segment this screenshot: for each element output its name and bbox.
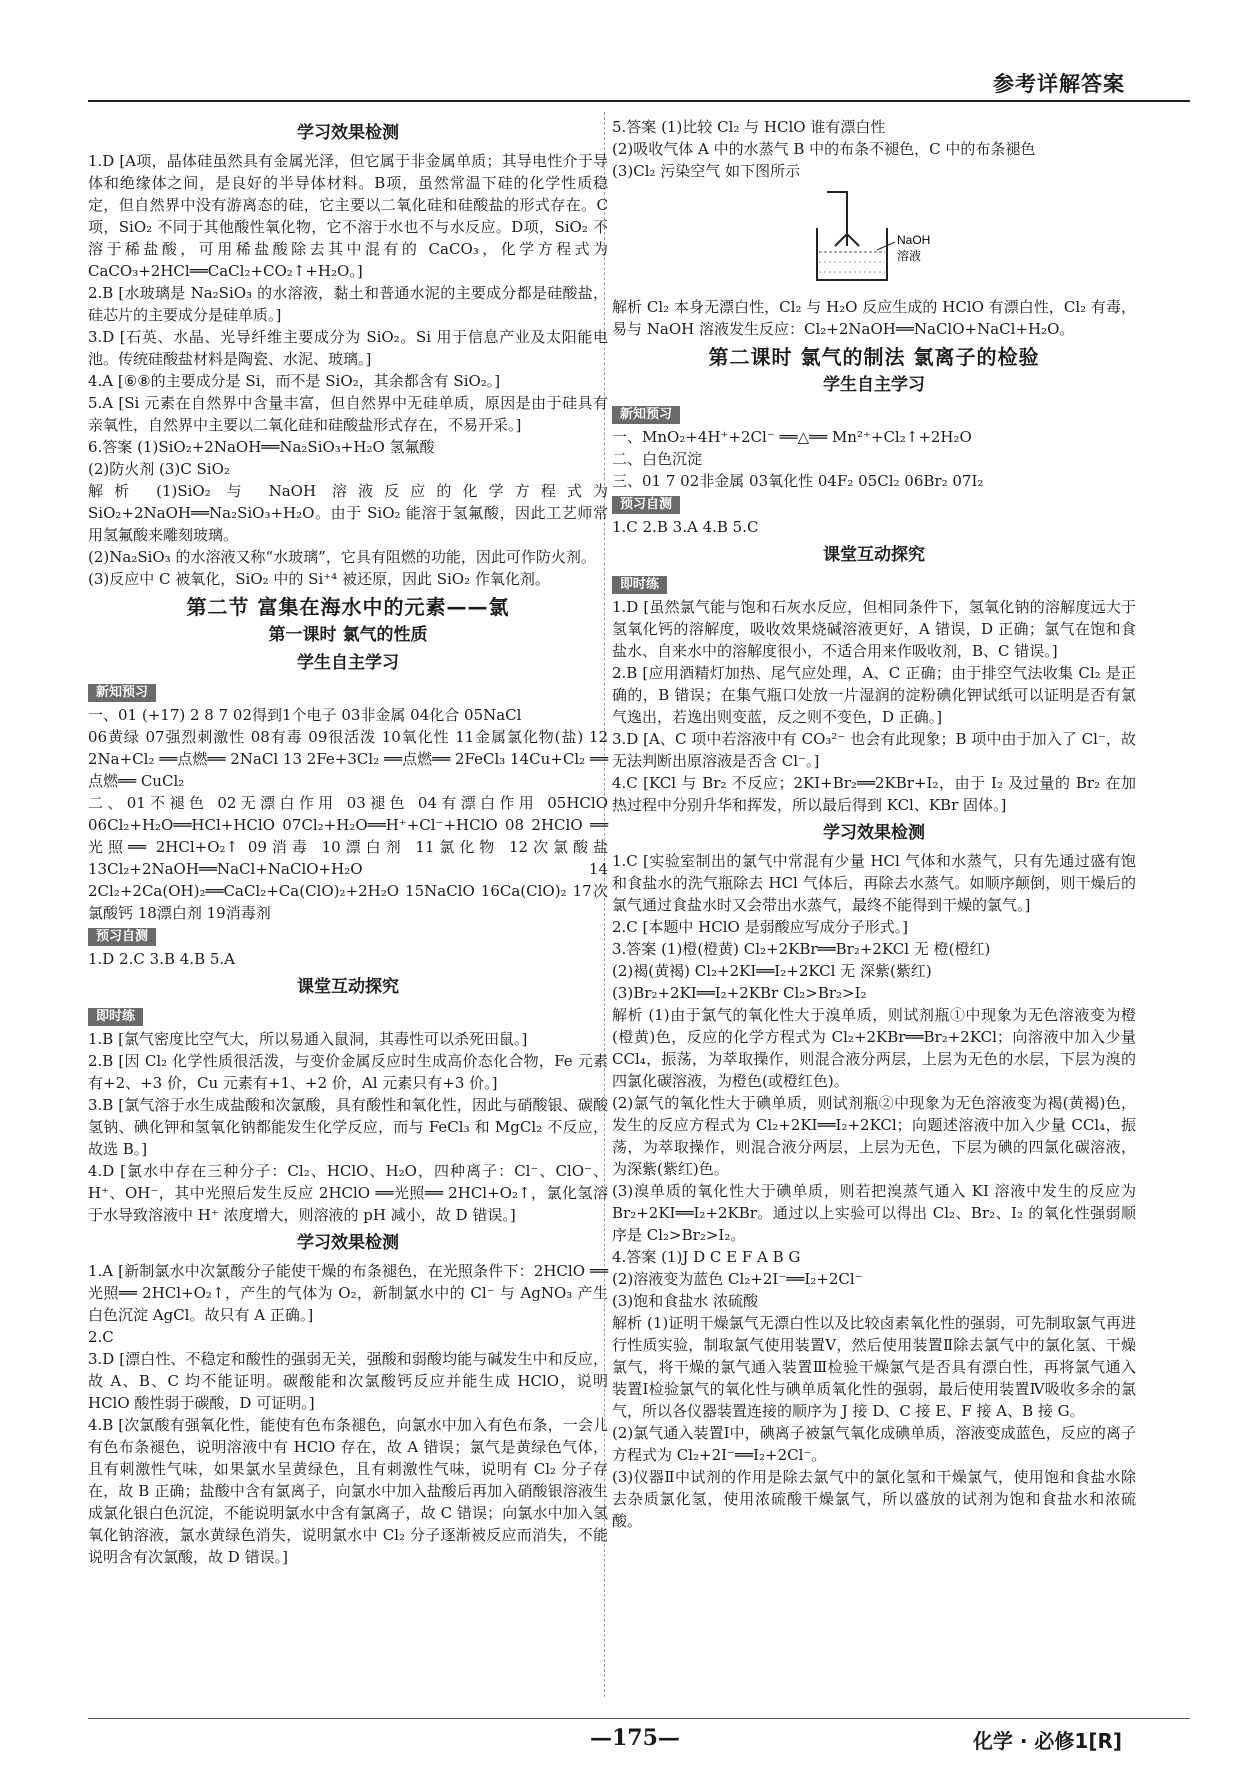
preview-line: 二、白色沉淀 — [612, 450, 703, 468]
answer-item: 3.答案 (1)橙(橙黄) Cl₂+2KBr══Br₂+2KCl 无 橙(橙红) — [612, 940, 991, 958]
analysis-text: 解析 Cl₂ 本身无漂白性，Cl₂ 与 H₂O 反应生成的 HClO 有漂白性，Cl₂ 有毒，易与 NaOH 溶液发生反应：Cl₂+2NaOH══NaClO+NaCl+H₂O。 — [612, 298, 1136, 338]
analysis-text: 解析 (1)由于氯气的氧化性大于溴单质，则试剂瓶①中现象为无色溶液变为橙(橙黄)色，反应的化学方程式为 Cl₂+2KBr══Br₂+2KCl；向溶液中加入少量 CCl₄，振荡，为萃取操作，则混合液分两层，上层为无色的水层，下层为溴的四氯化碳溶液，为橙色(或橙红色)。 — [612, 1006, 1136, 1090]
answer-item: 4.D [氯水中存在三种分子：Cl₂、HClO、H₂O，四种离子：Cl⁻、ClO⁻、H⁺、OH⁻，其中光照后发生反应 2HClO ══光照══ 2HCl+O₂↑，氯化氢溶于水导致溶液中 H⁺ 浓度增大，则溶液的 pH 减小，故 D 错误。] — [88, 1162, 608, 1224]
lesson-title: 第二课时 氯气的制法 氯离子的检验 — [708, 345, 1040, 369]
footer-rule — [88, 1718, 1190, 1719]
tag-label: 即时练 — [88, 1008, 143, 1026]
answer-item: 6.答案 (1)SiO₂+2NaOH══Na₂SiO₃+H₂O 氢氟酸 — [88, 438, 435, 456]
analysis-text: 解析 (1)SiO₂ 与 NaOH 溶液反应的化学方程式为 SiO₂+2NaOH══Na₂SiO₃+H₂O。由于 SiO₂ 能溶于氢氟酸，因此工艺师常用氢氟酸来雕刻玻璃。 — [88, 482, 608, 544]
header-title: 参考详解答案 — [993, 72, 1125, 96]
answer-item: 5.答案 (1)比较 Cl₂ 与 HClO 谁有漂白性 — [612, 118, 886, 136]
subsection-heading: 学生自主学习 — [297, 653, 399, 673]
answer-item: 2.C — [88, 1328, 114, 1346]
answer-item: (2)防火剂 (3)C SiO₂ — [88, 460, 230, 478]
answer-item: 3.D [漂白性、不稳定和酸性的强弱无关，强酸和弱酸均能与碱发生中和反应，故 A、B、C 均不能证明。碳酸能和次氯酸钙反应并能生成 HClO，说明 HClO 酸性弱于碳酸，D 可证明。] — [88, 1350, 608, 1412]
preview-line: 一、01 (+17) 2 8 7 02得到1个电子 03非金属 04化合 05NaCl — [88, 706, 522, 724]
analysis-text: (3)仪器Ⅱ中试剂的作用是除去氯气中的氯化氢和干燥氯气，使用饱和食盐水除去杂质氯化氢，使用浓硫酸干燥氯气，所以盛放的试剂为饱和食盐水和浓硫酸。 — [612, 1468, 1136, 1530]
answer-item: (2)溶液变为蓝色 Cl₂+2I⁻══I₂+2Cl⁻ — [612, 1270, 863, 1288]
answer-item: 1.D [A项，晶体硅虽然具有金属光泽，但它属于非金属单质；其导电性介于导体和绝缘体之间，是良好的半导体材料。B项，虽然常温下硅的化学性质稳定，但自然界中没有游离态的硅，它主要以二氧化硅和硅酸盐的形式存在。C项，SiO₂ 不同于其他酸性氧化物，它不溶于水也不与水反应。D项，SiO₂ 不溶于稀盐酸，可用稀盐酸除去其中混有的 CaCO₃，化学方程式为 CaCO₃+2HCl══CaCl₂+CO₂↑+H₂O。] — [88, 152, 608, 280]
answer-item: (2)吸收气体 A 中的水蒸气 B 中的布条不褪色，C 中的布条褪色 — [612, 140, 1036, 158]
analysis-text: (2)氯气的氧化性大于碘单质，则试剂瓶②中现象为无色溶液变为褐(黄褐)色，发生的反应方程式为 Cl₂+2KI══I₂+2KCl；向题述溶液中加入少量 CCl₄，振荡，为萃取操作，则混合液分两层，上层为无色，下层为碘的四氯化碳溶液，为深紫(紫红)色。 — [612, 1094, 1136, 1178]
analysis-text: (3)溴单质的氧化性大于碘单质，则若把溴蒸气通入 KI 溶液中发生的反应为 Br₂+2KI══I₂+2KBr。通过以上实验可以得出 Cl₂、Br₂、I₂ 的氧化性强弱顺序是 Cl₂>Br₂>I₂。 — [612, 1182, 1136, 1244]
subsection-heading: 学生自主学习 — [823, 375, 925, 395]
answer-item: 2.B [应用酒精灯加热、尾气应处理，A、C 正确；由于排空气法收集 Cl₂ 是正确的，B 错误；在集气瓶口处放一片湿润的淀粉碘化钾试纸可以证明是否有氯气逸出，若逸出则变蓝，反之则不变色，D 正确。] — [612, 664, 1136, 726]
tag-label: 新知预习 — [612, 406, 680, 424]
answer-item: 4.C [KCl 与 Br₂ 不反应；2KI+Br₂══2KBr+I₂，由于 I₂ 及过量的 Br₂ 在加热过程中分别升华和挥发，所以最后得到 KCl、KBr 固体。] — [612, 774, 1136, 814]
preview-line: 06黄绿 07强烈刺激性 08有毒 09很活泼 10氧化性 11金属氯化物(盐) 12 2Na+Cl₂ ══点燃══ 2NaCl 13 2Fe+3Cl₂ ══点燃══ 2FeCl₃ 14Cu+Cl₂ ══点燃══ CuCl₂ — [88, 728, 608, 790]
chapter-section-title: 第二节 富集在海水中的元素——氯 — [186, 595, 510, 619]
beaker — [817, 228, 887, 280]
answer-item: 2.B [水玻璃是 Na₂SiO₃ 的水溶液，黏土和普通水泥的主要成分都是硅酸盐，硅芯片的主要成分是硅单质。] — [88, 284, 608, 324]
analysis-text: 解析 (1)证明干燥氯气无漂白性以及比较卤素氧化性的强弱，可先制取氯气再进行性质实验，制取氯气使用装置Ⅴ，然后使用装置Ⅱ除去氯气中的氯化氢、干燥氯气，将干燥的氯气通入装置Ⅲ检验干燥氯气是否具有漂白性，再将氯气通入装置Ⅰ检验氯气的氧化性与碘单质氧化性的强弱，最后使用装置Ⅳ吸收多余的氯气，所以各仪器装置连接的顺序为 J 接 D、C 接 E、F 接 A、B 接 G。 — [612, 1314, 1136, 1420]
tag-label: 即时练 — [612, 576, 667, 594]
preview-line: 一、MnO₂+4H⁺+2Cl⁻ ══△══ Mn²⁺+Cl₂↑+2H₂O — [612, 428, 972, 446]
answer-item: (3)饱和食盐水 浓硫酸 — [612, 1292, 759, 1310]
answer-item: 4.A [⑥⑧的主要成分是 Si，而不是 SiO₂，其余都含有 SiO₂。] — [88, 372, 501, 390]
answer-item: 4.B [次氯酸有强氧化性，能使有色布条褪色，向氯水中加入有色布条，一会儿有色布条褪色，说明溶液中有 HClO 存在，故 A 错误；氯气是黄绿色气体，且有刺激性气味，如果氯水呈黄绿色，且有刺激性气味，说明有 Cl₂ 分子存在，故 B 正确；盐酸中含有氯离子，向氯水中加入盐酸后再加入硝酸银溶液生成氯化银白色沉淀，不能说明氯水中含有氯离子，故 C 错误；向氯水中加入氢氧化钠溶液，氯水黄绿色消失，说明氯水中 Cl₂ 分子逐渐被反应而消失，不能说明含有次氯酸，故 D 错误。] — [88, 1416, 608, 1566]
answer-item: 1.C [实验室制出的氯气中常混有少量 HCl 气体和水蒸气，只有先通过盛有饱和食盐水的洗气瓶除去 HCl 气体后，再除去水蒸气。如顺序颠倒，则干燥后的氯气通过食盐水时又会带出水蒸气，最终不能得到干燥的氯气。] — [612, 852, 1136, 914]
header-rule — [88, 100, 1190, 102]
subsection-heading: 课堂互动探究 — [823, 545, 925, 565]
answer-item: (3)Cl₂ 污染空气 如下图所示 — [612, 162, 801, 180]
answer-item: 4.答案 (1)J D C E F A B G — [612, 1248, 801, 1266]
answer-item: 2.B [因 Cl₂ 化学性质很活泼，与变价金属反应时生成高价态化合物，Fe 元素有+2、+3 价，Cu 元素有+1、+2 价，Al 元素只有+3 价。] — [88, 1052, 608, 1092]
tag-label: 预习自测 — [88, 928, 156, 946]
preview-line: 二、01不褪色 02无漂白作用 03褪色 04有漂白作用 05HClO 06Cl₂+H₂O══HCl+HClO 07Cl₂+H₂O══H⁺+Cl⁻+HClO 08 2HClO ══光照══ 2HCl+O₂↑ 09消毒 10漂白剂 11氯化物 12次氯酸盐 13Cl₂+2NaOH══NaCl+NaClO+H₂O 14 2Cl₂+2Ca(OH)₂══CaCl₂+Ca(ClO)₂+2H₂O 15NaClO 16Ca(ClO)₂ 17次氯酸钙 18漂白剂 19消毒剂 — [88, 794, 608, 922]
answer-item: 2.C [本题中 HClO 是弱酸应写成分子形式。] — [612, 918, 908, 936]
answer-item: 3.D [A、C 项中若溶液中有 CO₃²⁻ 也会有此现象；B 项中由于加入了 Cl⁻，故无法判断出原溶液是否含 Cl⁻。] — [612, 730, 1136, 770]
left-column — [88, 116, 608, 1568]
apparatus-figure — [807, 188, 1136, 288]
analysis-text: (2)氯气通入装置Ⅰ中，碘离子被氯气氧化成碘单质，溶液变成蓝色，反应的离子方程式为 Cl₂+2I⁻══I₂+2Cl⁻。 — [612, 1424, 1136, 1464]
tag-label: 新知预习 — [88, 684, 156, 702]
analysis-text: (2)Na₂SiO₃ 的水溶液又称“水玻璃”，它具有阻燃的功能，因此可作防火剂。 — [88, 548, 596, 566]
analysis-text: (3)反应中 C 被氧化，SiO₂ 中的 Si⁺⁴ 被还原，因此 SiO₂ 作氧化剂。 — [88, 570, 550, 588]
figure-label: 溶液 — [897, 249, 922, 263]
page-number: —175— — [590, 1725, 680, 1751]
answer-item: 1.B [氯气密度比空气大，所以易通入鼠洞，其毒性可以杀死田鼠。] — [88, 1030, 528, 1048]
book-subject: 化学 · 必修1[R] — [972, 1729, 1122, 1753]
subsection-heading: 课堂互动探究 — [297, 977, 399, 997]
tag-label: 预习自测 — [612, 496, 680, 514]
section-heading: 学习效果检测 — [297, 123, 399, 143]
answer-item: 1.A [新制氯水中次氯酸分子能使干燥的布条褪色，在光照条件下：2HClO ══光照══ 2HCl+O₂↑，产生的气体为 O₂，新制氯水中的 Cl⁻ 与 AgNO₃ 产生白色沉淀 AgCl。故只有 A 正确。] — [88, 1262, 608, 1324]
figure-label: NaOH — [897, 233, 931, 247]
answer-item: 1.D [虽然氯气能与饱和石灰水反应，但相同条件下，氢氧化钠的溶解度远大于氢氧化钙的溶解度，吸收效果烧碱溶液更好，A 错误，D 正确；氯气在饱和食盐水、自来水中的溶解度很小，不适合用来作吸收剂，B、C 错误。] — [612, 598, 1136, 660]
lesson-title: 第一课时 氯气的性质 — [268, 625, 428, 645]
answer-line: 1.D 2.C 3.B 4.B 5.A — [88, 950, 236, 968]
answer-line: 1.C 2.B 3.A 4.B 5.C — [612, 518, 759, 536]
answer-item: 5.A [Si 元素在自然界中含量丰富，但自然界中无硅单质，原因是由于硅具有亲氧性，自然界中主要以二氧化硅和硅酸盐形式存在，不易开采。] — [88, 394, 608, 434]
section-heading: 学习效果检测 — [297, 1233, 399, 1253]
answer-item: (2)褐(黄褐) Cl₂+2KI══I₂+2KCl 无 深紫(紫红) — [612, 962, 932, 980]
answer-item: 3.D [石英、水晶、光导纤维主要成分为 SiO₂。Si 用于信息产业及太阳能电池。传统硅酸盐材料是陶瓷、水泥、玻璃。] — [88, 328, 608, 368]
preview-line: 三、01 7 02非金属 03氧化性 04F₂ 05Cl₂ 06Br₂ 07I₂ — [612, 472, 984, 490]
answer-item: (3)Br₂+2KI══I₂+2KBr Cl₂>Br₂>I₂ — [612, 984, 867, 1002]
beaker-diagram — [807, 188, 947, 288]
section-heading: 学习效果检测 — [823, 823, 925, 843]
answer-item: 3.B [氯气溶于水生成盐酸和次氯酸，具有酸性和氧化性，因此与硝酸银、碳酸氢钠、碘化钾和氢氧化钠都能发生化学反应，而与 FeCl₃ 和 MgCl₂ 不反应，故选 B。] — [88, 1096, 608, 1158]
right-column — [612, 116, 1136, 1532]
